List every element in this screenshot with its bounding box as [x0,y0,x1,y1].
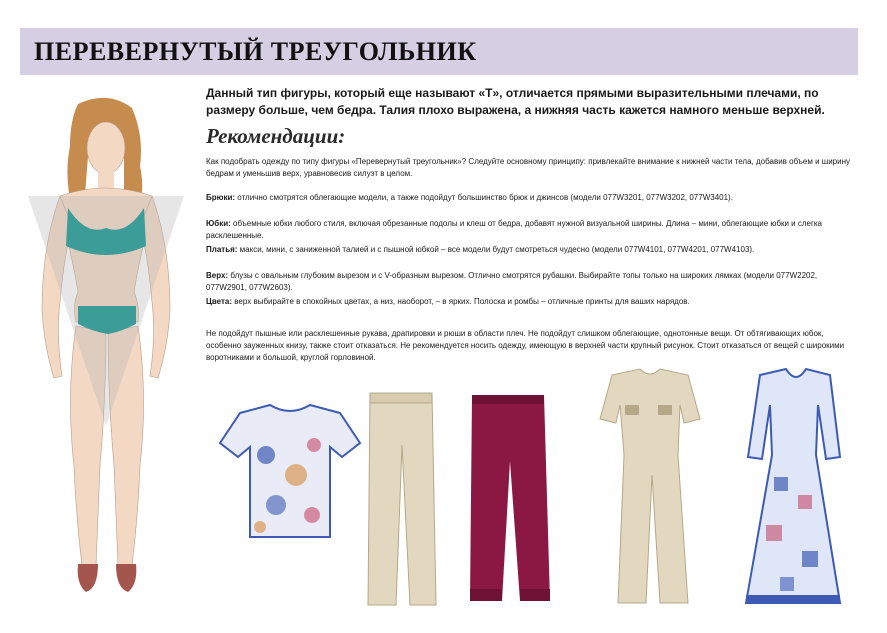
recommendation-label: Цвета: [206,297,233,306]
recommendation-label: Верх: [206,271,229,280]
blue-print-maxi-dress-icon [746,369,840,603]
title-banner [20,28,858,75]
beige-trousers-icon [368,393,436,605]
recommendation-tops [206,270,858,294]
recommendations-heading: Рекомендации: [206,124,346,148]
recommendation-text: верх выбирайте в спокойных цветах, а низ, наоборот, – в ярких. Полоска и ромбы – отличные принты для ваших нарядов. [232,297,690,306]
recommendation-label: Платья: [206,245,238,254]
recommendation-text: объемные юбки любого стиля, включая обрезанные подолы и клеш от бедра, добавят нужной визуальной ширины. Длина – мини, облегающие юбки и слегка расклешенные. [206,219,822,240]
recommendation-dresses [206,244,858,256]
recommendation-label: Брюки: [206,193,236,202]
body-figure-illustration [20,96,195,601]
beige-jumpsuit-icon [600,369,700,603]
recommendation-text: блузы с овальным глубоким вырезом и с V-образным вырезом. Отлично смотрятся рубашки. Выбирайте топы только на широких лямках (модели 077W2202, 077W2901, 077W2603). [206,271,818,292]
recommendation-colors [206,296,858,308]
intro-paragraph: Данный тип фигуры, который еще называют «Т», отличается прямыми выразительными плечами, по размеру больше, чем бедра. Талия плохо выражена, а нижняя часть кажется намного меньше верхней. [206,86,825,117]
recommendation-skirts [206,218,858,242]
page-title: ПЕРЕВЕРНУТЫЙ ТРЕУГОЛЬНИК [34,37,477,66]
principle-paragraph: Как подобрать одежду по типу фигуры «Перевернутый треугольник»? Следуйте основному принципу: привлекайте внимание к нижней части тела, добавив объем и ширину бедрам и уменьшив верх, уравновесив силуэт в целом. [206,157,850,178]
burgundy-print-trousers-icon [470,395,550,601]
recommendation-text: макси, мини, с заниженной талией и с пышной юбкой – все модели будут смотреться чудесно (модели 077W4101, 077W4201, 077W4103). [237,245,755,254]
inverted-triangle-figure-icon [20,96,195,601]
recommendation-label: Юбки: [206,219,231,228]
recommendation-trousers [206,192,858,204]
floral-blouse-icon [220,405,360,537]
avoid-paragraph: Не подойдут пышные или расклешенные рукава, драпировки и рюши в области плеч. Не подойдут слишком облегающие, однотонные вещи. От обтягивающих юбок, особенно зауженных книзу, также стоит отказаться. Не рекомендуется носить одежду, имеющую в верхней части крупный рисунок. Стоит отказаться от вещей с широкими воротниками и большой, круглой горловиной. [206,329,845,362]
product-gallery [200,365,860,615]
recommendation-text: отлично смотрятся облегающие модели, а также подойдут большинство брюк и джинсов (модели 077W3201, 077W3202, 077W3401). [235,193,733,202]
